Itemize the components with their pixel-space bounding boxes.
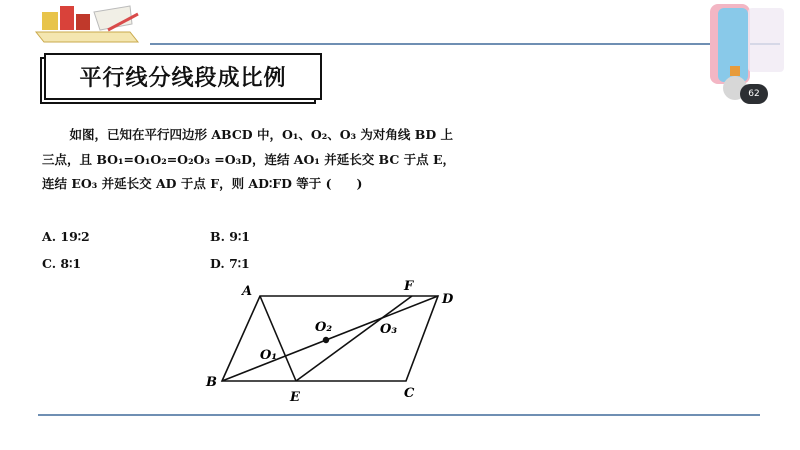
label-o2: O₂ — [315, 320, 333, 335]
label-e: E — [290, 390, 300, 405]
label-c: C — [404, 386, 415, 401]
book-logo-icon — [30, 2, 145, 47]
label-f: F — [404, 279, 414, 294]
label-d: D — [442, 292, 454, 307]
label-b: B — [206, 375, 217, 390]
page-badge: 62 — [740, 84, 768, 104]
point-o2 — [323, 337, 329, 343]
problem-text: 如图，已知在平行四边形 ABCD 中，O₁、O₂、O₃ 为对角线 BD 上三点，且 BO₁=O₁O₂=O₂O₃ =O₃D，连结 AO₁ 并延长交 BC 于点 E，连结 EO₃ 并延长交 AD 于点 F，则 AD∶FD 等于 ( ) — [42, 127, 456, 191]
parallelogram-figure — [200, 275, 470, 407]
header-divider — [150, 43, 780, 45]
problem-statement — [42, 123, 462, 197]
segment-ae — [260, 296, 296, 381]
segment-ef — [296, 296, 412, 381]
option-d: D. 7∶1 — [210, 256, 250, 271]
label-o3: O₃ — [380, 322, 398, 337]
option-a: A. 19∶2 — [42, 229, 90, 244]
label-a: A — [242, 284, 253, 299]
page-title: 平行线分线段成比例 — [79, 66, 287, 91]
footer-divider — [38, 414, 760, 416]
label-o1: O₁ — [260, 348, 278, 363]
option-c: C. 8∶1 — [42, 256, 82, 271]
option-b: B. 9∶1 — [210, 229, 250, 244]
title-frame — [40, 53, 322, 108]
